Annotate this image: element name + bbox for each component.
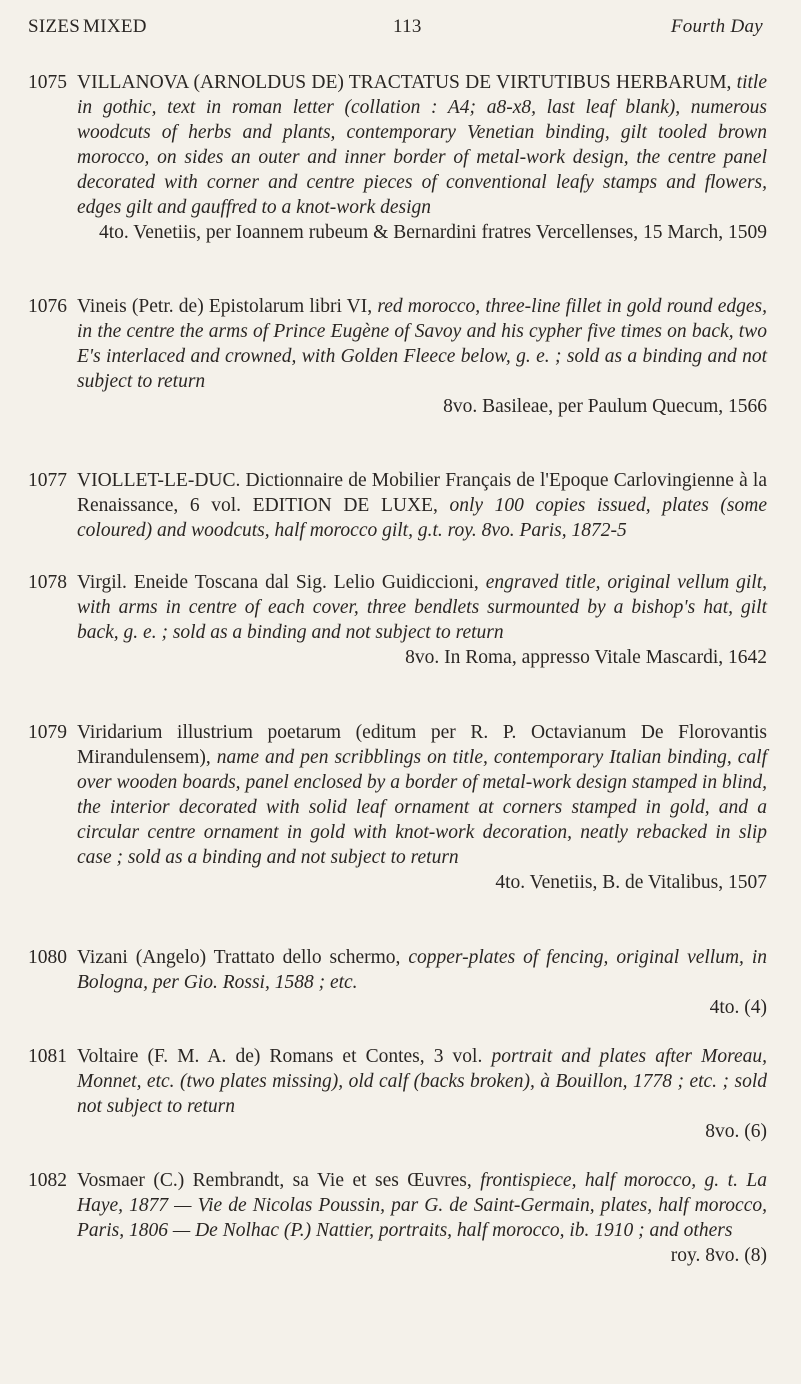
lot-title: Vosmaer (C.) Rembrandt, sa Vie et ses Œuvres,: [77, 1170, 472, 1191]
lot-number: 1075: [28, 72, 67, 93]
lot-imprint: roy. 8vo. (8): [670, 1245, 767, 1266]
lot-title: VILLANOVA (ARNOLDUS DE) TRACTATUS DE VIRTUTIBUS HERBARUM,: [77, 72, 732, 93]
lot-number: 1081: [28, 1046, 67, 1067]
lot-imprint: 4to. Venetiis, B. de Vitalibus, 1507: [495, 872, 767, 893]
header-mixed: MIXED: [83, 16, 147, 37]
lot-title: Viridarium illustrium poetarum (editum per R. P. Octavianum De Florovantis Mirandulensem),: [77, 722, 767, 768]
lot-title: Vizani (Angelo) Trattato dello schermo,: [77, 947, 401, 968]
running-header: [28, 16, 763, 46]
lot-title: VIOLLET-LE-DUC. Dictionnaire de Mobilier Français de l'Epoque Carlovingienne à la Renaissance, 6 vol. EDITION DE LUXE,: [77, 470, 767, 516]
lot-number: 1078: [28, 572, 67, 593]
lot-imprint: 8vo. In Roma, appresso Vitale Mascardi, 1642: [405, 647, 767, 668]
lot-imprint: 8vo. Basileae, per Paulum Quecum, 1566: [443, 396, 767, 417]
lot-imprint: 8vo. (6): [705, 1121, 767, 1142]
lot-description: only 100 copies issued, plates (some coloured) and woodcuts, half morocco gilt, g.t. roy. 8vo. Paris, 1872-5: [77, 495, 767, 541]
lot-body: [77, 70, 767, 245]
lot-imprint: 4to. (4): [709, 997, 767, 1018]
lot-title: Vineis (Petr. de) Epistolarum libri VI,: [77, 296, 373, 317]
page-number: 113: [393, 16, 422, 37]
lot-description: frontispiece, half morocco, g. t. La Haye, 1877 — Vie de Nicolas Poussin, par G. de Saint-Germain, plates, half morocco, Paris, 1806 — De Nolhac (P.) Nattier, portraits, half morocco, ib. 1910 ; and others: [77, 1170, 768, 1241]
lot-imprint: 4to. Venetiis, per Ioannem rubeum & Bernardini fratres Vercellenses, 15 March, 1509: [98, 222, 767, 243]
lot-description: portrait and plates after Moreau, Monnet, etc. (two plates missing), old calf (backs broken), à Bouillon, 1778 ; etc. ; sold not subject to return: [77, 1046, 767, 1117]
lot-body: [77, 720, 767, 895]
lot-title: Voltaire (F. M. A. de) Romans et Contes, 3 vol.: [77, 1046, 483, 1067]
lot-title: Virgil. Eneide Toscana dal Sig. Lelio Guidiccioni,: [77, 572, 479, 593]
lot-body: [77, 468, 767, 543]
header-sizes: SIZES: [28, 16, 81, 37]
lot-description: name and pen scribblings on title, contemporary Italian binding, calf over wooden boards, panel enclosed by a border of metal-work design stamped in blind, the interior decorated with solid leaf ornament at corners stamped in gold, and a circular centre ornament in gold with knot-work decoration, neatly rebacked in slip case ; sold as a binding and not subject to return: [77, 747, 768, 868]
lot-description: engraved title, original vellum gilt, with arms in centre of each cover, three bendlets surmounted by a bishop's hat, gilt back, g. e. ; sold as a binding and not subject to return: [77, 572, 768, 643]
lot-body: [77, 1168, 767, 1268]
lot-body: [77, 1044, 767, 1144]
lot-description: title in gothic, text in roman letter (collation : A4; a8-x8, last leaf blank), numerous woodcuts of herbs and plants, contemporary Venetian binding, gilt tooled brown morocco, on sides an outer and inner border of metal-work design, the centre panel decorated with corner and centre pieces of conventional leafy stamps and flowers, edges gilt and gauffred to a knot-work design: [77, 72, 767, 218]
header-day: Fourth Day: [670, 16, 763, 37]
lot-number: 1080: [28, 947, 67, 968]
lot-number: 1082: [28, 1170, 67, 1191]
lot-description: red morocco, three-line fillet in gold round edges, in the centre the arms of Prince Eugène of Savoy and his cypher five times on back, two E's interlaced and crowned, with Golden Fleece below, g. e. ; sold as a binding and not subject to return: [77, 296, 768, 392]
lot-description: copper-plates of fencing, original vellum, in Bologna, per Gio. Rossi, 1588 ; etc.: [77, 947, 767, 993]
lot-body: [77, 294, 767, 419]
lot-number: 1076: [28, 296, 67, 317]
lot-body: [77, 570, 767, 670]
lot-number: 1079: [28, 722, 67, 743]
lot-number: 1077: [28, 470, 67, 491]
lot-body: [77, 945, 767, 1020]
